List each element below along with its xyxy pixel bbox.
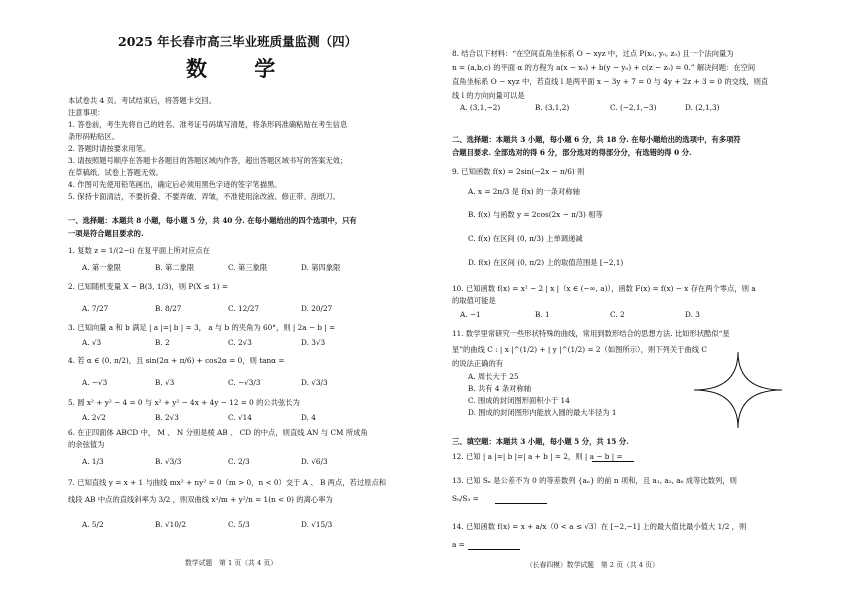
option: A. 5/2 bbox=[82, 520, 104, 529]
option: A. 2√2 bbox=[82, 413, 106, 422]
intro-line: 在草稿纸、试卷上答题无效。 bbox=[68, 168, 163, 177]
question-10-stem: 10. 已知函数 f(x) = x² − 2 | x |（x ∈ (−∞, a)），函数 F(x) = f(x) − x 存在两个零点，则 a bbox=[452, 284, 756, 293]
option: D. √6/3 bbox=[301, 457, 328, 466]
question-13-stem: S₅/S₃ = bbox=[452, 494, 479, 503]
option: B. 1 bbox=[535, 310, 550, 319]
option: A. 周长大于 25 bbox=[468, 372, 519, 381]
answer-blank[interactable] bbox=[592, 461, 634, 462]
section-heading: 二、选择题：本题共 3 小题，每小题 6 分，共 18 分. 在每小题给出的选项中，有多项符 bbox=[452, 135, 741, 144]
option: B. f(x) 与函数 y = 2cos(2x − π/3) 相等 bbox=[468, 210, 603, 219]
question-9-stem: 9. 已知函数 f(x) = 2sin(−2x − π/6) 则 bbox=[452, 167, 585, 176]
question-7-stem: 7. 已知直线 y = x + 1 与曲线 mx² + ny² = 0（m > 0，n < 0）交于 A 、 B 两点，若过原点和 bbox=[68, 478, 387, 487]
answer-blank[interactable] bbox=[495, 503, 547, 504]
astroid-curve bbox=[694, 352, 782, 428]
option: C. 第三象限 bbox=[228, 263, 268, 272]
option: D. 3 bbox=[685, 310, 700, 319]
option: B. √3/3 bbox=[155, 457, 182, 466]
intro-line: 注意事项： bbox=[68, 108, 105, 117]
option: D. √3/3 bbox=[301, 378, 328, 387]
question-11-stem: 星”的曲线 C : | x |^(1/2) + | y |^(1/2) = 2（如图所示），则下列关于曲线 C bbox=[452, 345, 707, 354]
question-12-stem: 12. 已知 | a |=| b |=| a + b | = 2，则 | a − b | = bbox=[452, 452, 623, 461]
option: A. 第一象限 bbox=[82, 263, 122, 272]
option: C. (−2,1,−3) bbox=[610, 103, 657, 112]
question-5-stem: 5. 圆 x² + y² − 4 = 0 与 x² + y² − 4x + 4y − 12 = 0 的公共弦长为 bbox=[68, 398, 300, 407]
question-3-stem: 3. 已知向量 a 和 b 满足 | a |=| b | = 3， a 与 b 的夹角为 60°，则 | 2a − b | = bbox=[68, 323, 336, 332]
question-8-stem: 线 l 的方向向量可以是 bbox=[452, 91, 525, 100]
section-heading: 一、选择题：本题共 8 小题，每小题 5 分，共 40 分. 在每小题给出的四个选项中，只有 bbox=[68, 216, 357, 225]
option: D. 4 bbox=[301, 413, 316, 422]
option: B. 第二象限 bbox=[155, 263, 195, 272]
question-8-stem: 8. 结合以下材料：“在空间直角坐标系 O − xyz 中，过点 P(x₀, y₀, z₀) 且一个法向量为 bbox=[452, 49, 734, 58]
option: A. x = 2π/3 是 f(x) 的一条对称轴 bbox=[468, 187, 580, 196]
question-8-stem: 直角坐标系 O − xyz 中，若直线 l 是两平面 x − 3y + 7 = 0 与 4y + 2z + 3 = 0 的交线，则直 bbox=[452, 77, 769, 86]
option: C. 围成的封闭图形面积小于 14 bbox=[468, 396, 570, 405]
option: B. √10/2 bbox=[155, 520, 187, 529]
option: C. √14 bbox=[228, 413, 252, 422]
option: A. √3 bbox=[82, 338, 102, 347]
option: D. 20/27 bbox=[301, 304, 333, 313]
question-11-stem: 11. 数学里常研究一些形状特殊的曲线，常用到数形结合的思想方法. 比如形状酷似“星 bbox=[452, 329, 730, 338]
option: A. 7/27 bbox=[82, 304, 109, 313]
option: A. −1 bbox=[460, 310, 481, 319]
option: B. 2 bbox=[155, 338, 170, 347]
astroid-curve-figure bbox=[692, 350, 784, 430]
question-6-stem: 的余弦值为 bbox=[68, 440, 105, 449]
intro-line: 条形码粘贴区。 bbox=[68, 132, 120, 141]
question-14-stem: 14. 已知函数 f(x) = x + a/x（0 < a ≤ √3）在 [−2,−1] 上的最大值比最小值大 1/2 ，则 bbox=[452, 522, 747, 531]
intro-line: 5. 保持卡面清洁，不要折叠、不要弄破、弄皱，不准使用涂改液、修正带、刮纸刀。 bbox=[68, 192, 340, 201]
option: D. (2,1,3) bbox=[685, 103, 720, 112]
option: C. 12/27 bbox=[228, 304, 259, 313]
question-2-stem: 2. 已知随机变量 X ~ B(3, 1/3)，则 P(X ≤ 1) = bbox=[68, 282, 228, 291]
option: D. f(x) 在区间 (0, π/2) 上的取值范围是 [−2,1) bbox=[468, 258, 624, 267]
option: C. f(x) 在区间 (0, π/3) 上单调递减 bbox=[468, 234, 583, 243]
question-13-stem: 13. 已知 Sₙ 是公差不为 0 的等差数列 {aₙ} 的前 n 项和，且 a₁, a₂, a₆ 成等比数列，则 bbox=[452, 476, 737, 485]
section-heading: 合题目要求. 全部选对的得 6 分，部分选对的得部分分，有选错的得 0 分. bbox=[452, 148, 692, 157]
right-page bbox=[430, 0, 860, 607]
question-14-stem: a = bbox=[452, 540, 465, 549]
option: C. 2 bbox=[610, 310, 625, 319]
option: B. √3 bbox=[155, 378, 175, 387]
intro-line: 3. 请按照题号顺序在答题卡各题目的答题区域内作答，超出答题区域书写的答案无效； bbox=[68, 156, 348, 165]
question-4-stem: 4. 若 α ∈ (0, π/2)，且 sin(2α + π/6) + cos2α = 0，则 tanα = bbox=[68, 356, 285, 365]
question-1-stem: 1. 复数 z = 1/(2−i) 在复平面上所对应点在 bbox=[68, 246, 210, 255]
question-8-stem: n = (a,b,c) 的平面 α 的方程为 a(x − x₀) + b(y − y₀) + c(z − z₀) = 0.” 解决问题：在空间 bbox=[452, 63, 756, 72]
option: C. 5/3 bbox=[228, 520, 250, 529]
section-heading: 三、填空题：本题共 3 小题，每小题 5 分，共 15 分. bbox=[452, 437, 629, 446]
option: B. 2√3 bbox=[155, 413, 179, 422]
section-heading: 一项是符合题目要求的. bbox=[68, 229, 144, 238]
intro-line: 本试卷共 4 页。考试结束后，将答题卡交回。 bbox=[68, 96, 216, 105]
option: C. 2/3 bbox=[228, 457, 250, 466]
question-11-stem: 的说法正确的有 bbox=[452, 359, 504, 368]
option: A. 1/3 bbox=[82, 457, 104, 466]
option: D. √15/3 bbox=[301, 520, 333, 529]
option: B. 共有 4 条对称轴 bbox=[468, 384, 532, 393]
intro-line: 4. 作图可先使用铅笔画出，确定后必须用黑色字迹的签字笔描黑。 bbox=[68, 180, 282, 189]
option: B. 8/27 bbox=[155, 304, 182, 313]
page-footer: （长春四模）数学试题 第 2 页（共 4 页） bbox=[526, 561, 659, 569]
intro-line: 2. 答题时请按要求用笔。 bbox=[68, 144, 151, 153]
option: D. 第四象限 bbox=[301, 263, 341, 272]
option: D. 3√3 bbox=[301, 338, 326, 347]
option: C. 2√3 bbox=[228, 338, 252, 347]
option: C. −√3/3 bbox=[228, 378, 261, 387]
answer-blank[interactable] bbox=[468, 549, 520, 550]
question-7-stem: 线段 AB 中点的直线斜率为 3/2 ，则双曲线 x²/m + y²/n = 1(n < 0) 的离心率为 bbox=[68, 495, 333, 504]
option: D. 围成的封闭图形内能放入圆的最大半径为 1 bbox=[468, 408, 617, 417]
question-10-stem: 的取值可能是 bbox=[452, 296, 496, 305]
option: A. −√3 bbox=[82, 378, 108, 387]
exam-title: 2025 年长春市高三毕业班质量监测（四） bbox=[118, 34, 358, 49]
intro-line: 1. 答卷前，考生先将自己的姓名、准考证号码填写清楚，将条形码准确粘贴在考生信息 bbox=[68, 120, 348, 129]
subject-title: 数 学 bbox=[186, 56, 296, 81]
page-footer: 数学试题 第 1 页（共 4 页） bbox=[185, 559, 278, 567]
option: A. (3,1,−2) bbox=[460, 103, 501, 112]
question-6-stem: 6. 在正四面体 ABCD 中， M 、 N 分别是棱 AB 、 CD 的中点，则直线 AN 与 CM 所成角 bbox=[68, 428, 368, 437]
option: B. (3,1,2) bbox=[535, 103, 570, 112]
